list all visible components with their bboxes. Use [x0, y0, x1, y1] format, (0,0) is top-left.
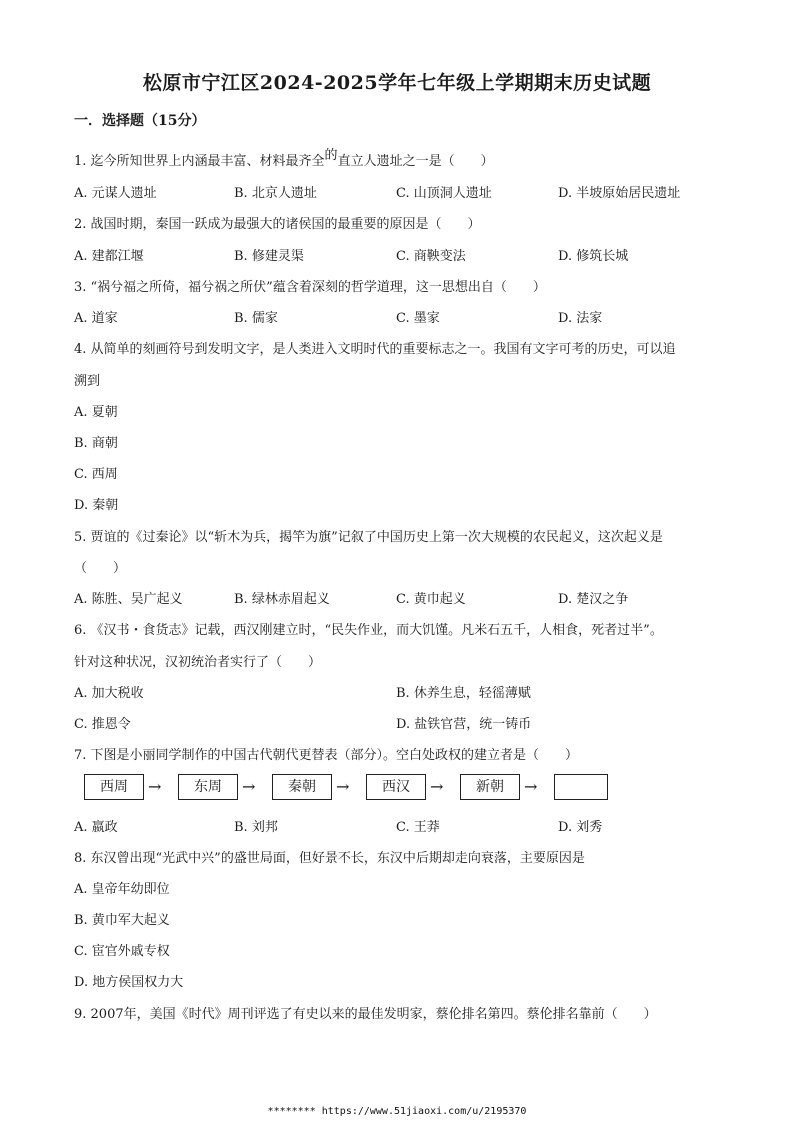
question-1-option-c: C. 山顶洞人遗址 — [396, 186, 492, 201]
dynasty-box-blank — [554, 774, 608, 800]
question-6-option-d: D. 盐铁官营，统一铸币 — [396, 717, 532, 732]
question-4-stem-line2: 溯到 — [74, 374, 101, 389]
question-1-stem-part1: 1. 迄今所知世界上内涵最丰富、材料最齐全 — [74, 154, 325, 169]
question-2-option-b: B. 修建灵渠 — [234, 249, 304, 264]
question-4-option-b: B. 商朝 — [74, 436, 118, 451]
question-3-stem: 3. “祸兮福之所倚，福兮祸之所伏”蕴含着深刻的哲学道理，这一思想出自（ ） — [74, 280, 546, 295]
question-5-option-b: B. 绿林赤眉起义 — [234, 592, 330, 607]
question-4-stem-line1: 4. 从简单的刻画符号到发明文字，是人类进入文明时代的重要标志之一。我国有文字可考的历史，可以追 — [74, 342, 676, 357]
dynasty-box-2: 东周 — [178, 774, 238, 800]
question-2-option-d: D. 修筑长城 — [558, 249, 629, 264]
watermark-footer: ******** https://www.51jiaoxi.com/u/2195370 — [267, 1106, 527, 1117]
question-5-option-c: C. 黄巾起义 — [396, 592, 466, 607]
page-title: 松原市宁江区2024-2025学年七年级上学期期末历史试题 — [142, 72, 652, 94]
question-8-option-a: A. 皇帝年幼即位 — [74, 882, 170, 897]
question-2-option-a: A. 建都江堰 — [74, 249, 144, 264]
question-3-option-b: B. 儒家 — [234, 311, 278, 326]
dynasty-box-3: 秦朝 — [272, 774, 332, 800]
question-5-option-a: A. 陈胜、吴广起义 — [74, 592, 183, 607]
dynasty-box-5: 新朝 — [460, 774, 520, 800]
question-3-option-a: A. 道家 — [74, 311, 118, 326]
dynasty-box-1: 西周 — [84, 774, 144, 800]
question-1-stem-sup: 的 — [324, 148, 338, 163]
question-6-stem-line1: 6. 《汉书・食货志》记载，西汉刚建立时，“民失作业，而大饥馑。凡米石五千，人相食，死者过半”。 — [74, 623, 663, 638]
question-1-stem — [74, 150, 494, 169]
section-heading: 一．选择题（15分） — [74, 113, 206, 129]
question-3-option-c: C. 墨家 — [396, 311, 440, 326]
question-4-option-d: D. 秦朝 — [74, 498, 119, 513]
question-8-option-d: D. 地方侯国权力大 — [74, 975, 184, 990]
arrow-icon: → — [524, 777, 538, 796]
question-6-stem-line2: 针对这种状况，汉初统治者实行了（ ） — [74, 655, 322, 670]
question-3-option-d: D. 法家 — [558, 311, 603, 326]
question-1-stem-part2: 直立人遗址之一是（ ） — [337, 154, 494, 169]
arrow-icon: → — [148, 777, 162, 796]
question-7-option-c: C. 王莽 — [396, 820, 440, 835]
question-8-stem: 8. 东汉曾出现“光武中兴”的盛世局面，但好景不长，东汉中后期却走向衰落，主要原因是 — [74, 851, 585, 866]
question-5-stem-line2: （ ） — [74, 561, 127, 576]
question-9-stem: 9. 2007年，美国《时代》周刊评选了有史以来的最佳发明家，蔡伦排名第四。蔡伦排名靠前（ ） — [74, 1007, 657, 1022]
arrow-icon: → — [242, 777, 256, 796]
question-1-option-b: B. 北京人遗址 — [234, 186, 317, 201]
question-2-option-c: C. 商鞅变法 — [396, 249, 466, 264]
question-4-option-c: C. 西周 — [74, 467, 118, 482]
question-6-option-c: C. 推恩令 — [74, 717, 131, 732]
question-2-stem: 2. 战国时期，秦国一跃成为最强大的诸侯国的最重要的原因是（ ） — [74, 217, 481, 232]
question-8-option-b: B. 黄巾军大起义 — [74, 913, 170, 928]
arrow-icon: → — [430, 777, 444, 796]
question-6-option-a: A. 加大税收 — [74, 686, 144, 701]
question-7-option-d: D. 刘秀 — [558, 820, 603, 835]
question-7-stem: 7. 下图是小丽同学制作的中国古代朝代更替表（部分）。空白处政权的建立者是（ ） — [74, 748, 579, 763]
question-5-option-d: D. 楚汉之争 — [558, 592, 629, 607]
question-7-option-b: B. 刘邦 — [234, 820, 278, 835]
question-1-option-a: A. 元谋人遗址 — [74, 186, 157, 201]
question-1-option-d: D. 半坡原始居民遗址 — [558, 186, 681, 201]
dynasty-chain-diagram — [84, 774, 624, 802]
question-8-option-c: C. 宦官外戚专权 — [74, 944, 170, 959]
question-5-stem-line1: 5. 贾谊的《过秦论》以“斩木为兵，揭竿为旗”记叙了中国历史上第一次大规模的农民起义，这次起义是 — [74, 530, 663, 545]
question-6-option-b: B. 休养生息，轻徭薄赋 — [396, 686, 531, 701]
arrow-icon: → — [336, 777, 350, 796]
dynasty-box-4: 西汉 — [366, 774, 426, 800]
question-4-option-a: A. 夏朝 — [74, 405, 118, 420]
question-7-option-a: A. 嬴政 — [74, 820, 118, 835]
